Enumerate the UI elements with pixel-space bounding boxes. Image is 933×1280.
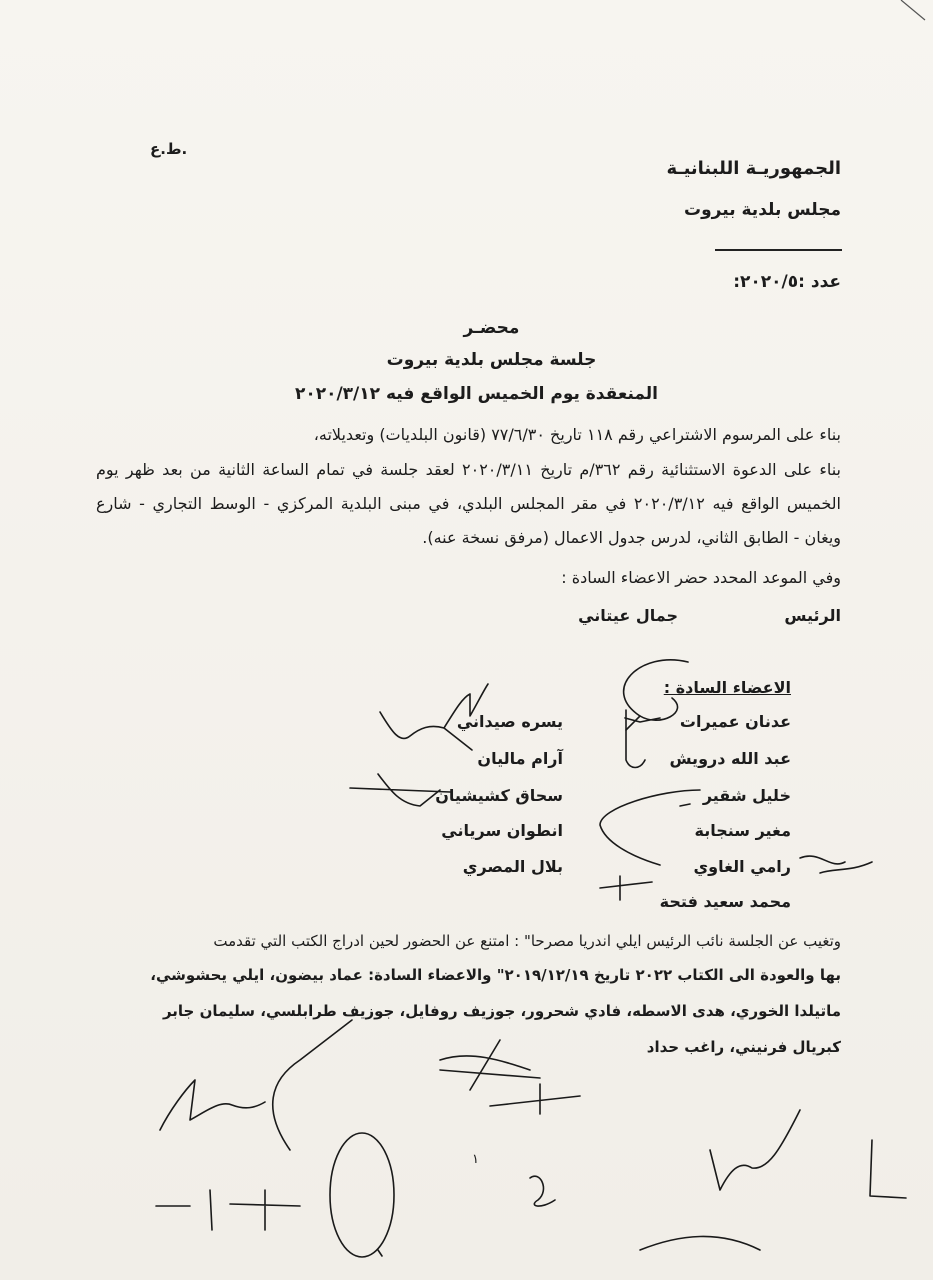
member-right-6: محمد سعيد فتحة	[659, 892, 791, 911]
absence-line-2: بها والعودة الى الكتاب ٢٠٢٢ تاريخ ٢٠١٩/١٢/١٩" والاعضاء السادة: عماد بيضون، ايلي يحشوشي،	[150, 966, 841, 984]
title-date: المنعقدة يوم الخميس الواقع فيه ٢٠٢٠/٣/١٢	[294, 384, 659, 404]
absence-line-3: ماتيلدا الخوري، هدى الاسطه، فادي شحرور، جوزيف روفايل، جوزيف طرابلسي، سليمان جابر	[162, 1002, 841, 1020]
signature-bottom-4	[490, 1084, 580, 1114]
signature-bottom-3	[440, 1040, 540, 1090]
signature-adnan	[625, 710, 660, 768]
signature-bottom-7	[530, 1176, 555, 1206]
members-heading: الاعضاء السادة :	[663, 678, 791, 697]
signature-bottom-2	[273, 1020, 352, 1150]
invitation-paragraph: بناء على الدعوة الاستثنائية رقم ٣٦٢/م تاريخ ٢٠٢٠/٣/١١ لعقد جلسة في تمام الساعة الثانية من بعد ظهر يوم الخميس الواقع فيه ٢٠٢٠/٣/١٢ في مقر المجلس البلدي، في مبنى البلدية المركزي - الوسط التجاري - شارع ويغان - الطابق الثاني، لدرس جدول الاعمال (مرفق نسخة عنه).	[96, 460, 842, 547]
member-left-3: سحاق كشيشيان	[435, 786, 563, 805]
member-left-2: آرام ماليان	[477, 749, 563, 768]
header-divider	[715, 249, 842, 251]
president-label: الرئيس	[784, 606, 841, 625]
member-right-2: عبد الله درويش	[669, 749, 791, 768]
member-left-5: بلال المصري	[462, 857, 563, 876]
member-right-3: خليل شقير	[702, 786, 791, 805]
title-minutes: محضـر	[463, 318, 520, 338]
attendance-intro: وفي الموعد المحدد حضر الاعضاء السادة :	[561, 568, 841, 587]
signature-bottom-6	[156, 1190, 300, 1230]
absence-line-4: كبريال فرنيني، راغب حداد	[646, 1038, 841, 1056]
signature-bottom-5	[330, 1133, 394, 1257]
signature-rami	[800, 856, 872, 873]
member-right-1: عدنان عميرات	[679, 712, 791, 731]
signature-mohamad	[600, 876, 652, 900]
page-mark: ١	[472, 1152, 479, 1167]
member-left-4: انطوان سرياني	[441, 821, 563, 840]
decree-line: بناء على المرسوم الاشتراعي رقم ١١٨ تاريخ ٧٧/٦/٣٠ (قانون البلديات) وتعديلاته،	[313, 425, 841, 444]
member-right-5: رامي الغاوي	[693, 857, 791, 876]
signature-bottom-9	[870, 1140, 906, 1198]
member-left-1: يسره صيداني	[456, 712, 563, 731]
corner-mark: ط.ع.	[150, 140, 188, 158]
signature-khalil	[600, 790, 700, 865]
signature-bottom-8	[640, 1110, 800, 1250]
republic-heading: الجمهوريـة اللبنانيـة	[666, 158, 841, 179]
president-name: جمال عيتاني	[578, 606, 678, 625]
absence-line-1: وتغيب عن الجلسة نائب الرئيس ايلي اندريا مصرحا" : امتنع عن الحضور لحين ادراج الكتب التي تقدمت	[213, 932, 841, 950]
title-session: جلسة مجلس بلدية بيروت	[386, 350, 597, 370]
signature-bottom-1	[160, 1080, 265, 1130]
reference-number: عدد :٢٠٢٠/٥:	[733, 272, 841, 292]
council-heading: مجلس بلدية بيروت	[684, 200, 841, 220]
member-right-4: مغير سنجابة	[694, 821, 791, 840]
page-fold-corner	[873, 0, 933, 40]
